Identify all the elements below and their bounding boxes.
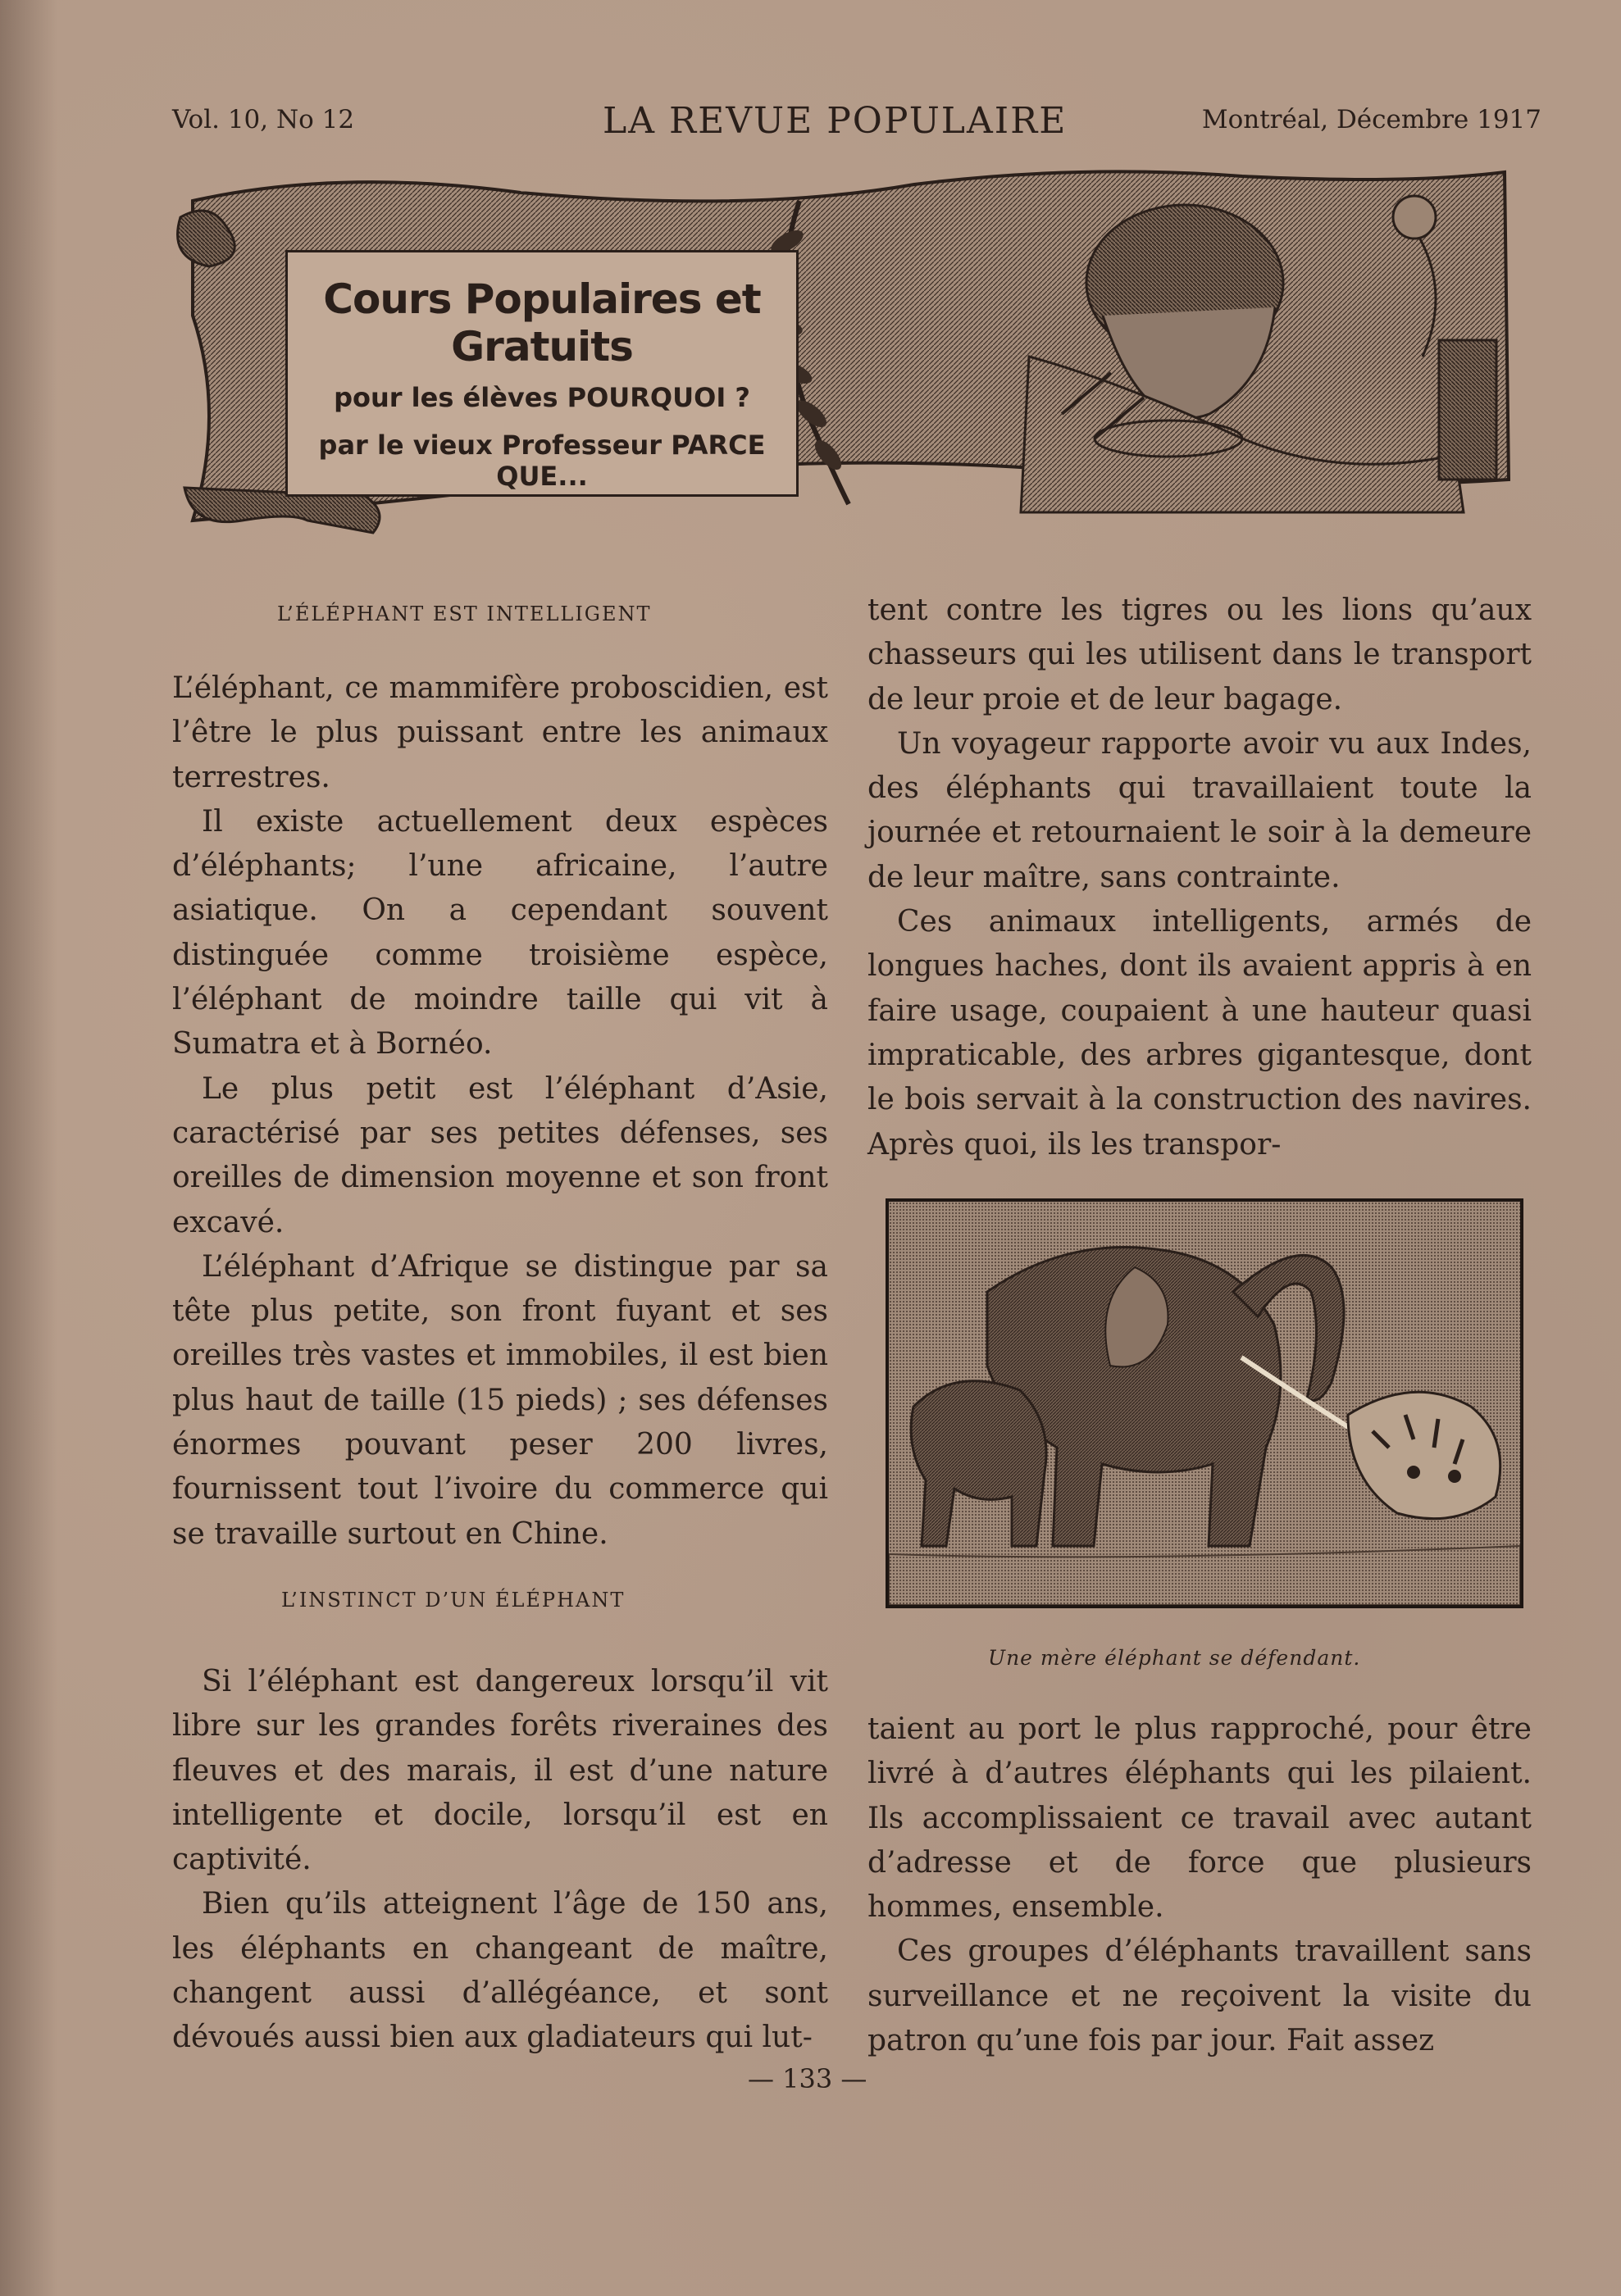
paragraph: Bien qu’ils atteignent l’âge de 150 ans, les éléphants en changeant de maître, changent aussi d’allégéance, et sont dévoués aussi bien aux gladiateurs qui lut- xyxy=(172,1887,828,2055)
section-heading-intelligent: L’ÉLÉPHANT EST INTELLIGENT xyxy=(277,602,652,625)
volume-number: Vol. 10, No 12 xyxy=(172,105,355,134)
article-column-right-top xyxy=(867,589,1532,1167)
paragraph: L’éléphant, ce mammifère proboscidien, est l’être le plus puissant entre les animaux terrestres. xyxy=(172,671,828,794)
course-subtitle-author: par le vieux Professeur PARCE QUE... xyxy=(318,430,766,492)
paragraph: Un voyageur rapporte avoir vu aux Indes, des éléphants qui travaillaient toute la journée et retournaient le soir à la demeure de leur maître, sans contrainte. xyxy=(867,726,1532,894)
article-column-right-bottom xyxy=(867,1707,1532,2063)
course-title-box xyxy=(285,250,799,497)
article-column-left-top xyxy=(172,666,828,1557)
paragraph: Le plus petit est l’éléphant d’Asie, caractérisé par ses petites défenses, ses oreilles de dimension moyenne et son front excavé. xyxy=(172,1071,828,1239)
page-gutter-shadow xyxy=(0,0,57,2296)
paragraph: L’éléphant d’Afrique se distingue par sa tête plus petite, son front fuyant et ses oreilles très vastes et immobiles, il est bien plus haut de taille (15 pieds) ; ses défenses énormes pouvant peser 200 livres, fournissent tout l’ivoire du commerce qui se travaille surtout en Chine. xyxy=(172,1249,828,1551)
issue-date: Montréal, Décembre 1917 xyxy=(1201,105,1541,134)
paragraph: Si l’éléphant est dangereux lorsqu’il vit libre sur les grandes forêts riveraines des fleuves et des marais, il est d’une nature intelligente et docile, lorsqu’il est en captivité. xyxy=(172,1665,828,1877)
article-column-left-bottom xyxy=(172,1660,828,2061)
paragraph: tent contre les tigres ou les lions qu’aux chasseurs qui les utilisent dans le transport de leur proie et de leur bagage. xyxy=(867,593,1532,716)
elephant-illustration xyxy=(886,1198,1523,1608)
paragraph: Il existe actuellement deux espèces d’éléphants; l’une africaine, l’autre asiatique. On a cependant souvent distinguée comme troisième espèce, l’éléphant de moindre taille qui vit à Sumatra et à Bornéo. xyxy=(172,804,828,1062)
paragraph: taient au port le plus rapproché, pour être livré à d’autres éléphants qui les pilaient. Ils accomplissaient ce travail avec autant d’adresse et de force que plusieurs hommes, ensemble. xyxy=(867,1712,1532,1925)
magazine-title: LA REVUE POPULAIRE xyxy=(603,100,1068,142)
figure-caption: Une mère éléphant se défendant. xyxy=(988,1646,1361,1670)
paragraph: Ces groupes d’éléphants travaillent sans surveillance et ne reçoivent la visite du patron qu’une fois par jour. Fait assez xyxy=(867,1935,1532,2058)
paragraph: Ces animaux intelligents, armés de longues haches, dont ils avaient appris à en faire usage, coupaient à une hauteur quasi impraticable, des arbres gigantesque, dont le bois servait à la construction des navires. Après quoi, ils les transpor- xyxy=(867,905,1532,1162)
section-heading-instinct: L’INSTINCT D’UN ÉLÉPHANT xyxy=(281,1589,626,1612)
course-subtitle-audience: pour les élèves POURQUOI ? xyxy=(334,382,750,413)
course-title: Cours Populaires et Gratuits xyxy=(323,275,761,371)
page-number: — 133 — xyxy=(748,2063,867,2094)
